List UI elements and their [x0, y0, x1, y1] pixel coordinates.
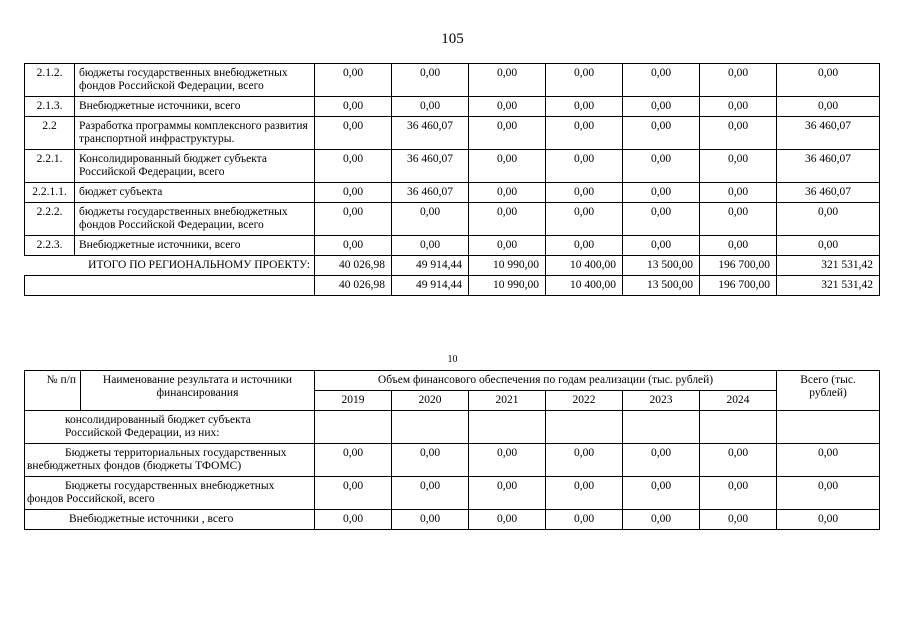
row-name: Консолидированный бюджет субъекта Российской Федерации, всего: [75, 150, 315, 183]
table-row: [25, 203, 880, 236]
row-name: Внебюджетные источники, всего: [75, 97, 315, 117]
row-value: 36 460,07: [392, 117, 469, 150]
total-value: 40 026,98: [315, 256, 392, 276]
total-value: 40 026,98: [315, 276, 392, 296]
row-value: 0,00: [469, 477, 546, 510]
financing-table-bottom: [24, 370, 880, 530]
row-value: 36 460,07: [392, 150, 469, 183]
row-name: бюджет субъекта: [75, 183, 315, 203]
row-value: 0,00: [546, 150, 623, 183]
total-value: 196 700,00: [700, 276, 777, 296]
page-number: 105: [441, 31, 464, 47]
row-value: 0,00: [392, 64, 469, 97]
row-value: [315, 411, 392, 444]
row-value: 0,00: [546, 183, 623, 203]
header-year: 2024: [700, 391, 777, 411]
header-name: Наименование результата и источники финансирования: [81, 371, 315, 411]
total-value: 10 400,00: [546, 256, 623, 276]
header-total: Всего (тыс. рублей): [777, 371, 880, 411]
row-value: 0,00: [777, 444, 880, 477]
row-value: 0,00: [469, 236, 546, 256]
row-value: 0,00: [623, 183, 700, 203]
row-value: 0,00: [392, 477, 469, 510]
row-value: 36 460,07: [777, 150, 880, 183]
row-value: 0,00: [700, 150, 777, 183]
row-value: 0,00: [623, 444, 700, 477]
table-row: [25, 477, 880, 510]
row-value: 0,00: [315, 236, 392, 256]
row-name: Внебюджетные источники , всего: [25, 510, 315, 530]
row-value: 0,00: [700, 183, 777, 203]
row-name: консолидированный бюджет субъекта Российской Федерации, из них:: [25, 411, 315, 444]
row-value: 0,00: [777, 64, 880, 97]
row-code: 2.2.3.: [25, 236, 75, 256]
row-value: 0,00: [469, 203, 546, 236]
row-value: 0,00: [623, 150, 700, 183]
table-row: [25, 183, 880, 203]
row-value: 0,00: [469, 117, 546, 150]
header-year: 2023: [623, 391, 700, 411]
table-row: [25, 117, 880, 150]
row-value: 0,00: [623, 64, 700, 97]
row-value: 0,00: [700, 97, 777, 117]
total-value: 13 500,00: [623, 276, 700, 296]
table-row: [25, 64, 880, 97]
header-year: 2021: [469, 391, 546, 411]
row-value: 36 460,07: [392, 183, 469, 203]
header-year: 2019: [315, 391, 392, 411]
row-code: 2.2: [25, 117, 75, 150]
row-value: 0,00: [315, 97, 392, 117]
row-value: [392, 411, 469, 444]
row-value: 0,00: [469, 444, 546, 477]
row-value: 0,00: [623, 510, 700, 530]
row-value: 0,00: [315, 477, 392, 510]
row-value: 0,00: [392, 510, 469, 530]
row-value: [546, 411, 623, 444]
total-value: 321 531,42: [777, 276, 880, 296]
row-value: 0,00: [546, 64, 623, 97]
row-name: бюджеты государственных внебюджетных фондов Российской Федерации, всего: [75, 64, 315, 97]
row-value: 36 460,07: [777, 183, 880, 203]
total-value: 10 400,00: [546, 276, 623, 296]
row-value: 0,00: [315, 64, 392, 97]
total-value: 10 990,00: [469, 256, 546, 276]
mid-page-number: 10: [447, 354, 458, 365]
total-value: 321 531,42: [777, 256, 880, 276]
row-value: 0,00: [315, 150, 392, 183]
row-value: 0,00: [700, 444, 777, 477]
row-name: Внебюджетные источники, всего: [75, 236, 315, 256]
row-value: 0,00: [546, 203, 623, 236]
row-value: 0,00: [700, 64, 777, 97]
row-value: 0,00: [315, 444, 392, 477]
row-value: 0,00: [546, 236, 623, 256]
row-value: 0,00: [623, 97, 700, 117]
row-value: 0,00: [623, 117, 700, 150]
row-value: [700, 411, 777, 444]
total-value: 196 700,00: [700, 256, 777, 276]
row-value: 0,00: [777, 477, 880, 510]
header-num: № п/п: [25, 371, 81, 411]
row-value: 0,00: [315, 117, 392, 150]
row-value: 0,00: [546, 97, 623, 117]
total-value: 13 500,00: [623, 256, 700, 276]
row-value: 0,00: [546, 510, 623, 530]
table-row: [25, 150, 880, 183]
row-code: 2.1.3.: [25, 97, 75, 117]
total-value: 49 914,44: [392, 256, 469, 276]
row-value: 0,00: [546, 444, 623, 477]
row-value: 0,00: [392, 236, 469, 256]
row-value: 0,00: [469, 183, 546, 203]
row-code: 2.2.1.: [25, 150, 75, 183]
table-header-row: [25, 371, 880, 391]
row-value: 0,00: [315, 203, 392, 236]
row-value: 0,00: [777, 236, 880, 256]
header-year: 2020: [392, 391, 469, 411]
row-value: 0,00: [700, 117, 777, 150]
row-name: Бюджеты государственных внебюджетных фондов Российской, всего: [25, 477, 315, 510]
row-name: Разработка программы комплексного развития транспортной инфраструктуры.: [75, 117, 315, 150]
header-group: Объем финансового обеспечения по годам реализации (тыс. рублей): [315, 371, 777, 391]
header-year: 2022: [546, 391, 623, 411]
row-value: 0,00: [315, 510, 392, 530]
row-value: 0,00: [700, 477, 777, 510]
row-code: 2.2.1.1.: [25, 183, 75, 203]
row-value: 0,00: [469, 150, 546, 183]
row-value: 0,00: [315, 183, 392, 203]
row-value: 0,00: [469, 510, 546, 530]
row-value: 0,00: [623, 236, 700, 256]
row-value: 0,00: [392, 203, 469, 236]
row-code: 2.2.2.: [25, 203, 75, 236]
row-value: 0,00: [469, 97, 546, 117]
row-value: 0,00: [546, 117, 623, 150]
table-row: [25, 236, 880, 256]
row-value: 0,00: [469, 64, 546, 97]
row-value: 0,00: [700, 236, 777, 256]
table-row: [25, 411, 880, 444]
row-value: 0,00: [777, 510, 880, 530]
row-name: Бюджеты территориальных государственных внебюджетных фондов (бюджеты ТФОМС): [25, 444, 315, 477]
row-value: 0,00: [700, 510, 777, 530]
total-value: 49 914,44: [392, 276, 469, 296]
empty-label: [25, 276, 315, 296]
row-value: 0,00: [777, 203, 880, 236]
table-row: [25, 97, 880, 117]
row-value: 0,00: [700, 203, 777, 236]
row-value: 0,00: [546, 477, 623, 510]
total-row-2: [25, 276, 880, 296]
row-value: 0,00: [623, 203, 700, 236]
row-value: 36 460,07: [777, 117, 880, 150]
row-code: 2.1.2.: [25, 64, 75, 97]
row-value: [777, 411, 880, 444]
row-value: [469, 411, 546, 444]
total-label: ИТОГО ПО РЕГИОНАЛЬНОМУ ПРОЕКТУ:: [25, 256, 315, 276]
financing-table-top: [24, 63, 880, 296]
total-value: 10 990,00: [469, 276, 546, 296]
table-row: [25, 444, 880, 477]
row-value: 0,00: [392, 97, 469, 117]
table-row: [25, 510, 880, 530]
total-row: [25, 256, 880, 276]
row-value: [623, 411, 700, 444]
row-value: 0,00: [392, 444, 469, 477]
row-value: 0,00: [623, 477, 700, 510]
row-value: 0,00: [777, 97, 880, 117]
row-name: бюджеты государственных внебюджетных фондов Российской Федерации, всего: [75, 203, 315, 236]
